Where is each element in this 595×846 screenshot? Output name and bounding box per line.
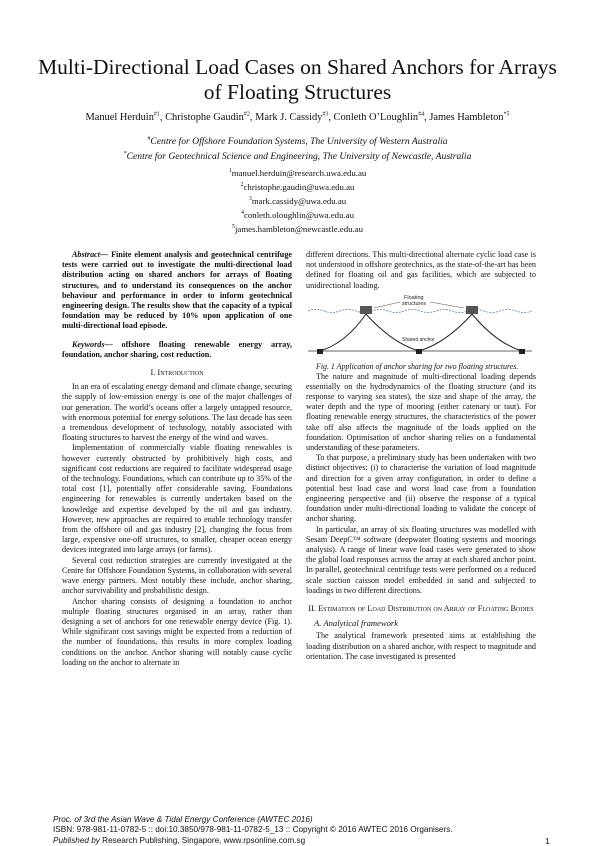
right-column	[306, 250, 536, 662]
mooring-line	[419, 314, 472, 351]
figure-pointer	[374, 302, 400, 308]
affiliation-newcastle: *Centre for Geotechnical Science and Engineering, The University of Newcastle, Australia	[123, 150, 472, 162]
anchor-icon	[317, 349, 323, 354]
figure-label-floating: Floating	[404, 294, 424, 301]
paragraph: different directions. This multi-directional alternate cyclic load case is not understood in offshore geotechnics, as the state-of-the-art has been defined for floating oil and gas facilities, which are subjected to unidirectional loading.	[306, 250, 536, 290]
figure-label-structures: structures	[402, 300, 427, 307]
water-surface-line	[308, 309, 532, 312]
email-5[interactable]: $^5$james.hambleton@newcastle.edu.au	[231, 224, 364, 234]
paragraph: Anchor sharing consists of designing a foundation to anchor multiple floating structures organised in an array, rather than designing a set of anchors for one renewable energy device (Fig. 1). While significant cost savings might be expected from a reduction of the number of foundations, this results in more complex loading conditions on the anchor. Anchor sharing will notably cause cyclic loading on the anchor to alternate in	[62, 596, 292, 667]
figure-caption: Fig. 1 Application of anchor sharing for two floating structures.	[316, 362, 519, 372]
affiliation-uwa: #Centre for Offshore Foundation Systems, The University of Western Australia	[147, 135, 448, 147]
email-4[interactable]: $^4$conleth.oloughlin@uwa.edu.au	[241, 210, 354, 220]
figure-pointer	[430, 302, 464, 308]
floating-structure-right	[466, 306, 478, 314]
footer-publisher: Published by Research Publishing, Singapore, www.rpsonline.com.sg	[53, 835, 306, 845]
floating-structure-left	[360, 306, 372, 314]
anchor-icon	[519, 349, 525, 354]
section-heading-introduction: I. Introduction	[150, 368, 204, 378]
author-name: James Hambleton	[429, 112, 504, 123]
author-list: Manuel Herduin$^{\#1}$, Christophe Gaudin$^{\#2}$, Mark J. Cassidy$^{\#3}$, Conleth O’Loughlin$^{\#4}$, James Hambleton$^{*5}$	[85, 111, 510, 123]
page-footer	[53, 815, 553, 846]
email-1[interactable]: $^1$manuel.herduin@research.uwa.edu.au	[228, 168, 367, 178]
author-name: Conleth O’Loughlin	[333, 112, 419, 123]
author-name: Mark J. Cassidy	[255, 112, 323, 123]
mooring-line	[320, 314, 366, 351]
paragraph: In an era of escalating energy demand and climate change, securing the supply of low-emission energy is one of the major challenges of our generation. The world’s oceans offer a largely untapped resource, with enormous potential for energy solutions. The last decade has seen a tremendous development of technology, notably associated with floating structures to harvest the energy of the wind and waves.	[62, 382, 292, 443]
paragraph: The nature and magnitude of multi-directional loading depends essentially on the hydrodynamics of the floating structure (and its response to varying sea states), the size and shape of the array, the water depth and the type of mooring (either catenary or taut). For floating renewable energy structures, the characteristics of the power take off also affects the magnitude of the loads applied on the foundation. Optimisation of anchor sharing relies on a fundamental understanding of these parameters.	[306, 371, 536, 452]
paragraph: Several cost reduction strategies are currently investigated at the Centre for Offshore Foundation Systems, in collaboration with several wave energy partners. Most notably these include, anchor sharing, anchor survivability and probabilistic design.	[62, 555, 292, 596]
section-heading-load-distribution: II. Estimation of Load Distribution on Array of Floating Bodies	[308, 603, 534, 613]
page-number: 1	[545, 836, 550, 846]
paragraph: The analytical framework presented aims at establishing the loading distribution on a shared anchor, with respect to magnitude and orientation. The case investigated is presented	[306, 631, 536, 661]
paper-title: Multi-Directional Load Cases on Shared Anchors for Arrays of Floating Structures	[38, 55, 557, 104]
email-2[interactable]: $^2$christophe.gaudin@uwa.edu.au	[240, 182, 355, 192]
left-column	[62, 250, 292, 668]
author-name: Christophe Gaudin	[165, 112, 244, 123]
paragraph: In particular, an array of six floating structures was modelled with Sesam DeepC™ software (deepwater floating systems and moorings analysis). A range of linear wave load cases were generated to show the global load responses across the array at each shared anchor point. In parallel, geotechnical centrifuge tests were performed on a reduced scale suction caisson model embedded in sand and subjected to loadings in two different directions.	[306, 524, 536, 595]
anchor-sharing-figure	[306, 293, 536, 359]
footer-isbn: ISBN: 978-981-11-0782-5 :: doi:10.3850/978-981-11-0782-5_13 :: Copyright © 2016 AWTEC 2016 Organisers.	[53, 825, 453, 835]
subsection-heading: A. Analytical framework	[314, 618, 399, 629]
mooring-line	[472, 314, 522, 351]
footer-proceedings: Proc. of 3rd the Asian Wave & Tidal Energy Conference (AWTEC 2016)	[53, 815, 313, 824]
abstract: Abstract— Finite element analysis and geotechnical centrifuge tests were carried out to investigate the multi-directional load distribution acting on shared anchors for arrays of floating structures, and to understand its consequences on the anchor behaviour and performance in order to inform geotechnical engineering design. The results show that the capacity of a typical foundation may be reduced by 10% upon application of one multi-directional load episode.	[62, 250, 292, 331]
paragraph: To that purpose, a preliminary study has been undertaken with two distinct objectives: (i) to characterise the variation of load magnitude and direction for a given array configuration, in order to define a potential best load case and worst load case from a foundation engineering perspective and (ii) observe the response of a typical foundation under multi-directional loading to validate the concept of anchor sharing.	[306, 453, 536, 524]
mooring-line	[366, 314, 419, 351]
email-3[interactable]: $^3$mark.cassidy@uwa.edu.au	[248, 196, 347, 206]
paragraph: Implementation of commercially viable floating renewables is however currently obstructed by prohibitively high costs, and significant cost reductions are required to facilitate widespread usage of the technology. Foundations, which can contribute up to 35% of the total cost [1], potentially offer considerable saving. Foundations engineering for renewables is currently undertaken based on the knowledge and expertise developed by the oil and gas industry. However, new approaches are required to enable technology transfer from the offshore oil and gas industry [2], changing the focus from large, expensive one-off structures, to smaller, cheaper ocean energy devices integrated into large arrays (or farms).	[62, 443, 292, 555]
anchor-icon	[416, 349, 422, 354]
figure-label-anchor: Shared anchor	[402, 336, 435, 343]
author-name: Manuel Herduin	[85, 112, 154, 123]
keywords: Keywords— offshore floating renewable energy array, foundation, anchor sharing, cost reduction.	[62, 339, 292, 359]
